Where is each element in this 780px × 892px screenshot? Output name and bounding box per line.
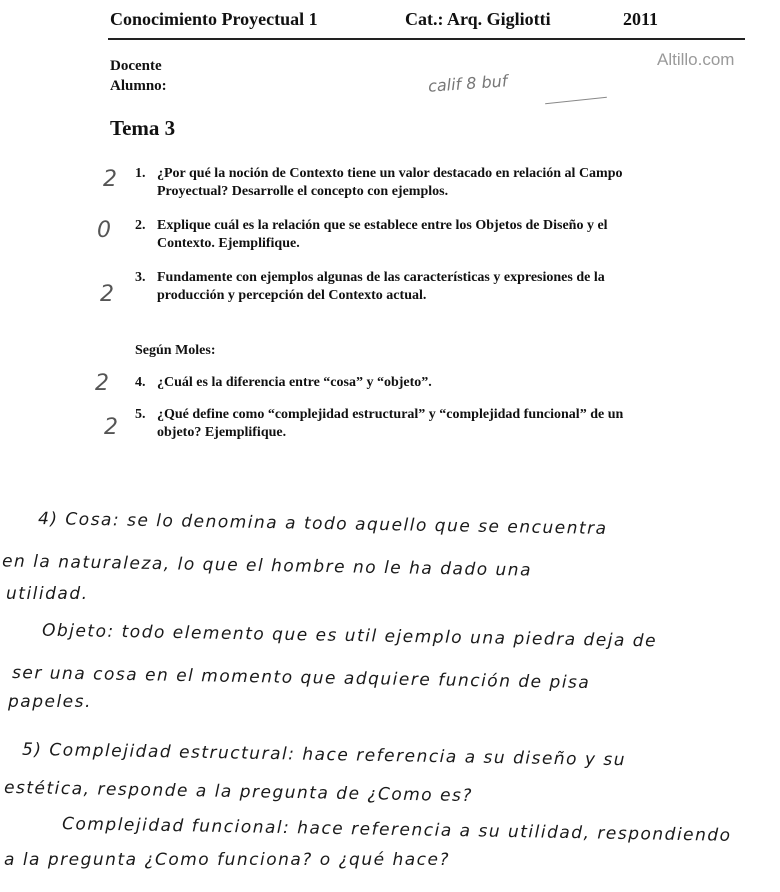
question-number: 5.	[135, 407, 146, 422]
calification-note: calif 8 buf	[427, 71, 508, 96]
answer-line: estética, responde a la pregunta de ¿Como es?	[3, 777, 474, 807]
answer-line: papeles.	[8, 692, 92, 712]
question-text: ¿Por qué la noción de Contexto tiene un valor destacado en relación al Campo Proyectual? Desarrolle el concepto con ejemplos.	[157, 166, 623, 199]
question-text: ¿Cuál es la diferencia entre “cosa” y “objeto”.	[157, 375, 432, 390]
question-grade: 2	[103, 167, 117, 192]
question-grade: 2	[95, 371, 109, 396]
answer-line: ser una cosa en el momento que adquiere función de pisa	[11, 662, 591, 694]
question-text: Fundamente con ejemplos algunas de las características y expresiones de la producción y percepción del Contexto actual.	[157, 270, 605, 303]
answer-line: Complejidad funcional: hace referencia a su utilidad, respondiendo	[61, 814, 732, 846]
question-number: 3.	[135, 270, 146, 285]
section-moles: Según Moles:	[135, 343, 216, 358]
year: 2011	[623, 9, 659, 29]
watermark: Altillo.com	[657, 50, 735, 69]
question-number: 1.	[135, 166, 146, 181]
tema-title: Tema 3	[110, 116, 176, 140]
question-grade: 0	[97, 218, 111, 243]
calification-underline	[545, 97, 607, 104]
answer-line: 5) Complejidad estructural: hace referencia a su diseño y su	[21, 739, 627, 771]
chair-name: Cat.: Arq. Gigliotti	[405, 9, 551, 29]
question-grade: 2	[104, 415, 118, 440]
docente-label: Docente	[110, 58, 162, 74]
answer-line: en la naturaleza, lo que el hombre no le ha dado una	[1, 551, 533, 581]
question-number: 4.	[135, 375, 146, 390]
question-text: Explique cuál es la relación que se establece entre los Objetos de Diseño y el Contexto. Ejemplifique.	[157, 218, 608, 251]
answer-line: Objeto: todo elemento que es util ejemplo una piedra deja de	[41, 620, 658, 652]
header-rule	[108, 38, 745, 40]
question-number: 2.	[135, 218, 146, 233]
alumno-label: Alumno:	[110, 78, 167, 94]
answer-line: a la pregunta ¿Como funciona? o ¿qué hace?	[4, 850, 450, 870]
question-text: ¿Qué define como “complejidad estructural” y “complejidad funcional” de un objeto? Ejemplifique.	[157, 407, 624, 440]
question-grade: 2	[100, 282, 114, 307]
course-title: Conocimiento Proyectual 1	[110, 9, 318, 29]
answer-line: utilidad.	[6, 584, 89, 604]
answer-line: 4) Cosa: se lo denomina a todo aquello que se encuentra	[37, 509, 608, 539]
